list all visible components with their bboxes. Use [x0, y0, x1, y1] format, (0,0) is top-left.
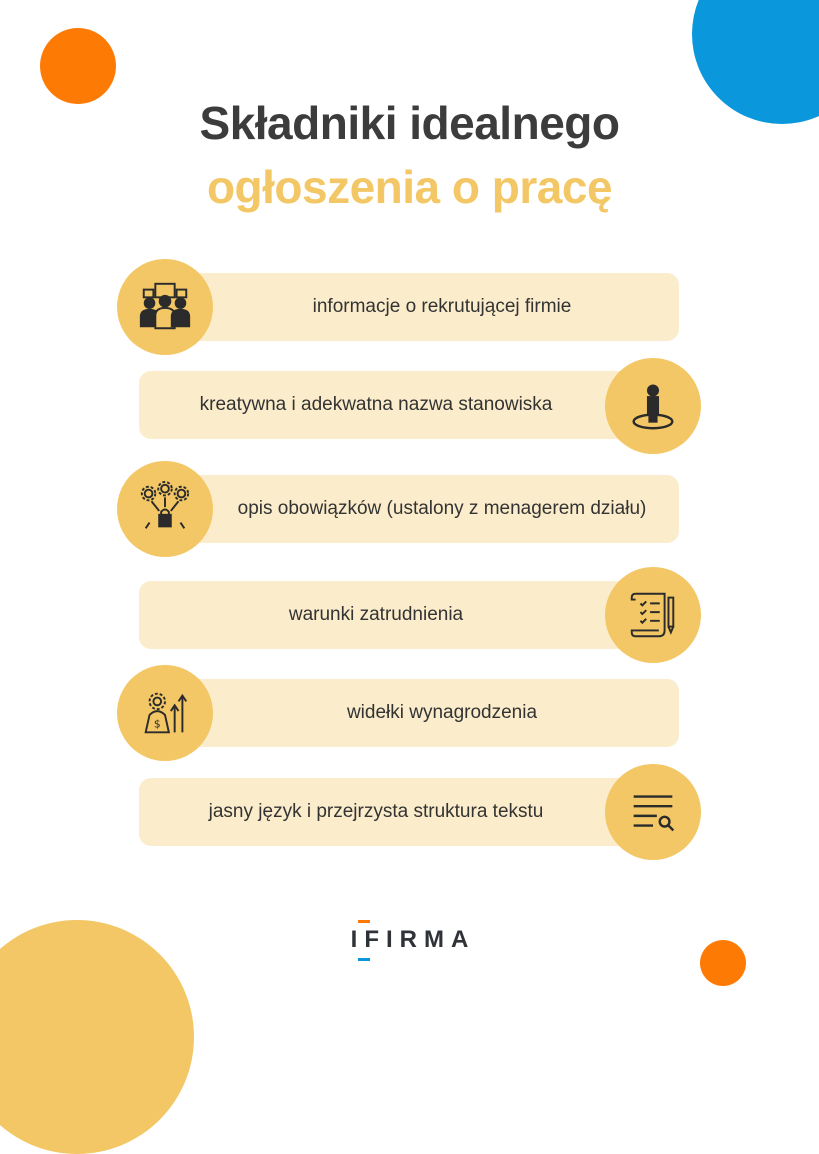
item-bar [185, 679, 679, 747]
item-label: warunki zatrudnienia [288, 604, 464, 625]
logo-accent-orange [358, 920, 370, 923]
brand-logo [0, 926, 819, 954]
decor-circle-yellow-bottom-left [0, 920, 194, 1154]
team-icon [117, 259, 213, 355]
gears-tasks-icon [117, 461, 213, 557]
item-label: widełki wynagrodzenia [346, 702, 538, 723]
item-label: opis obowiązków (ustalony z menagerem działu) [237, 498, 647, 519]
title-line-2: ogłoszenia o pracę [206, 161, 613, 213]
item-bar [139, 581, 633, 649]
item-label: informacje o rekrutującej firmie [312, 296, 572, 317]
contract-checklist-icon [605, 567, 701, 663]
salary-growth-icon [117, 665, 213, 761]
item-bar [185, 475, 679, 543]
person-position-icon [605, 358, 701, 454]
text-search-icon [605, 764, 701, 860]
logo-text: IFIRMA [350, 926, 476, 953]
item-label: jasny język i przejrzysta struktura tekstu [208, 801, 544, 822]
svg-text:$: $ [153, 717, 161, 731]
item-bar [185, 273, 679, 341]
item-label: kreatywna i adekwatna nazwa stanowiska [199, 394, 553, 415]
title-line-1: Składniki idealnego [199, 97, 620, 149]
item-bar [139, 371, 633, 439]
decor-circle-orange-top-left [40, 28, 116, 104]
logo-accent-blue [358, 958, 370, 961]
item-bar [139, 778, 633, 846]
